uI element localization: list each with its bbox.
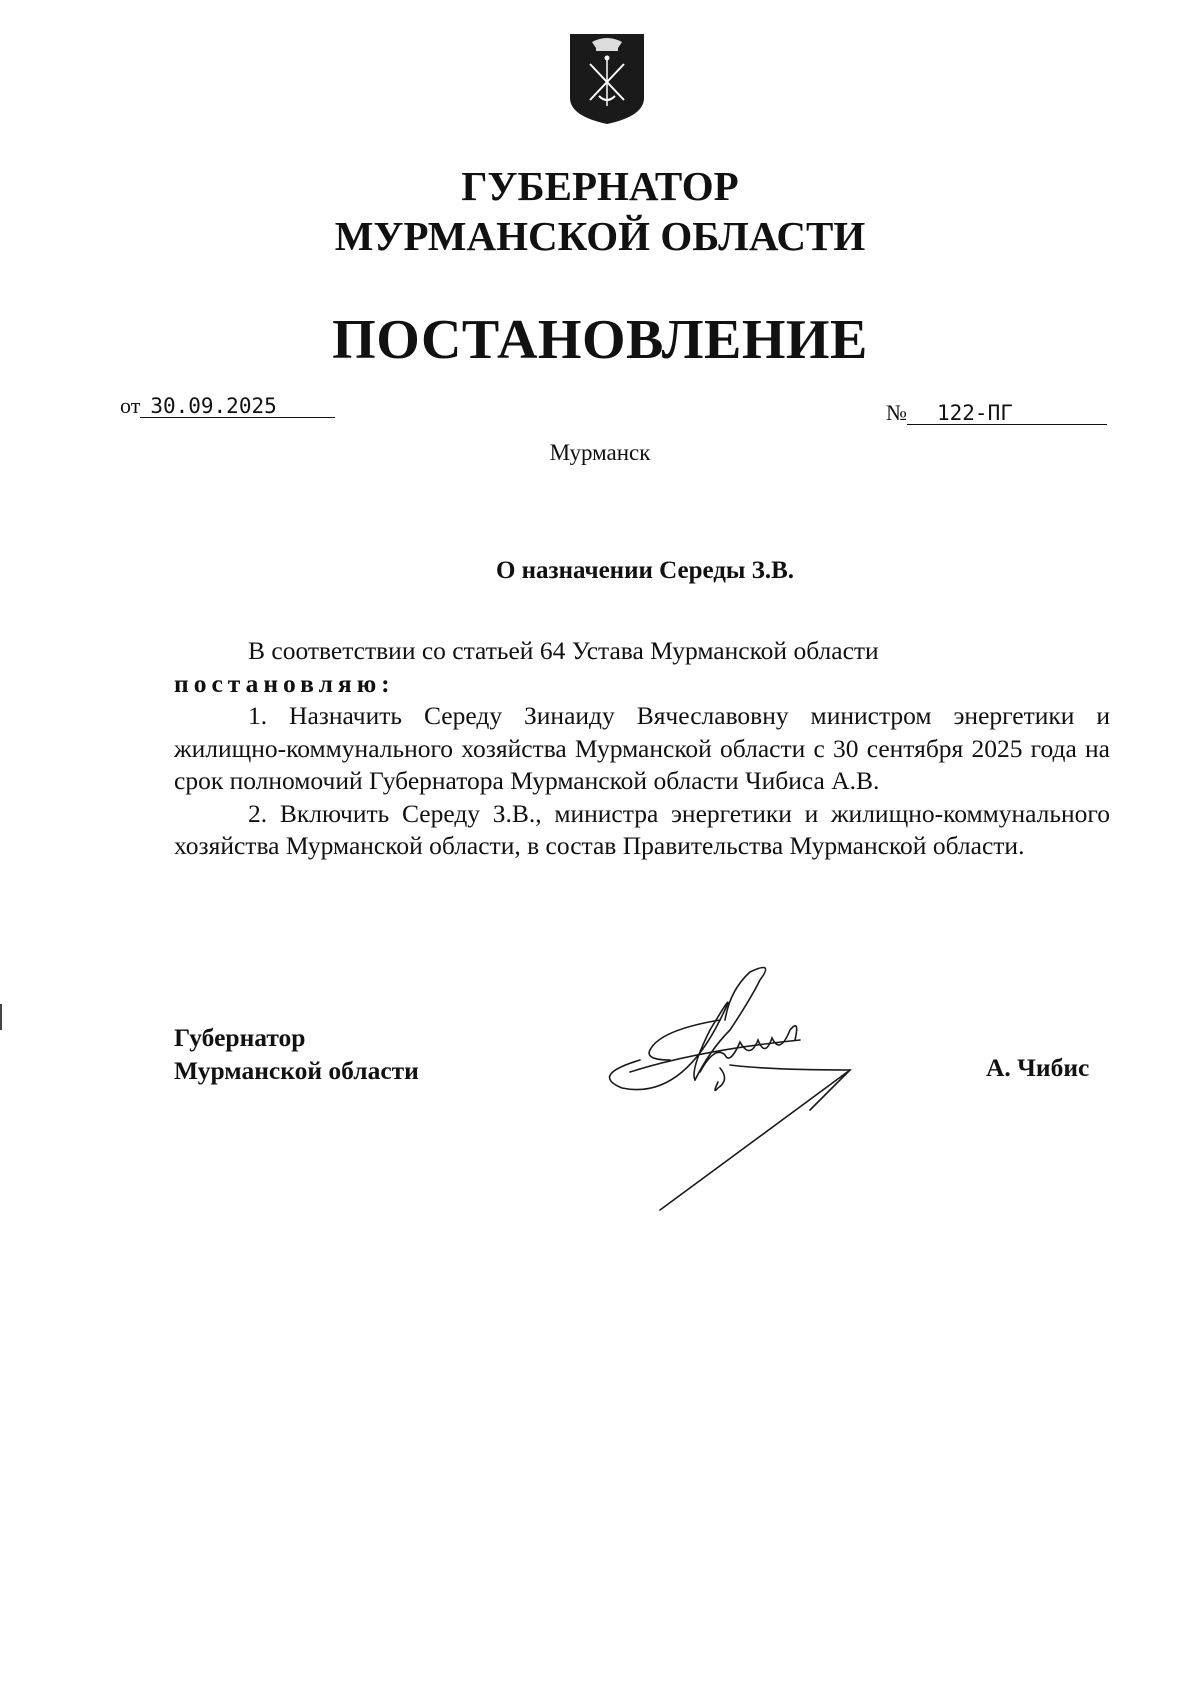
signatory-title	[174, 1021, 419, 1087]
date-prefix: от	[120, 393, 141, 418]
date-value: 30.09.2025	[140, 395, 335, 418]
handwritten-signature	[600, 960, 900, 1250]
signatory-title-line2: Мурманской области	[174, 1056, 419, 1085]
document-type: ПОСТАНОВЛЕНИЕ	[332, 309, 868, 371]
city: Мурманск	[549, 440, 651, 465]
signatory-title-line1: Губернатор	[174, 1023, 306, 1052]
document-date	[120, 393, 335, 419]
issuer-region: МУРМАНСКОЙ ОБЛАСТИ	[334, 213, 866, 259]
preamble: В соответствии со статьей 64 Устава Мурманской области	[248, 636, 879, 665]
item-1: 1. Назначить Середу Зинаиду Вячеславовну министром энергетики и жилищно-коммунального хозяйства Мурманской области с 30 сентября 2025 года на срок полномочий Губернатора Мурманской области Чибиса А.В.	[174, 701, 1110, 795]
document-body	[174, 635, 1110, 863]
issuer-title: ГУБЕРНАТОР	[461, 163, 739, 209]
number-value: 122-ПГ	[907, 402, 1107, 425]
item-2: 2. Включить Середу З.В., министра энергетики и жилищно-коммунального хозяйства Мурманской области, в состав Правительства Мурманской области.	[174, 798, 1110, 860]
decree-word: постановляю:	[174, 668, 395, 698]
scan-margin-mark	[0, 1004, 2, 1030]
document-subject: О назначении Середы З.В.	[495, 557, 795, 584]
signatory-name: А. Чибис	[986, 1053, 1090, 1082]
coat-of-arms-icon	[566, 28, 648, 126]
document-number	[886, 400, 1107, 426]
number-prefix: №	[886, 400, 907, 425]
